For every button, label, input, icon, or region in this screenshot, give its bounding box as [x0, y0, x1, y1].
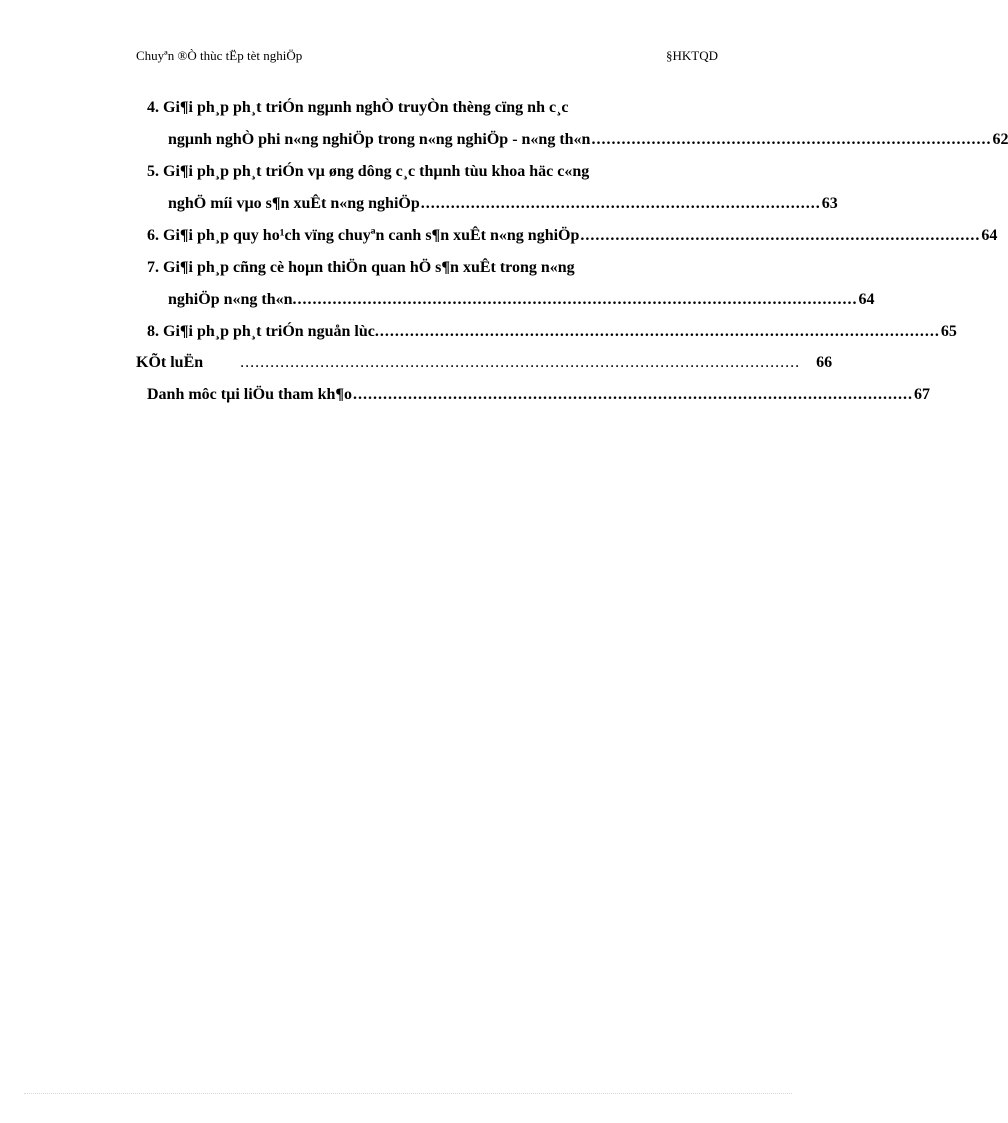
toc-item-5[interactable] — [168, 194, 838, 214]
toc-item-4[interactable] — [168, 130, 1008, 150]
toc-page-number: 63 — [821, 195, 838, 212]
toc-leader-dots: ................................................................................................................ — [379, 323, 940, 340]
toc-item-7-line2: nghiÖp n«ng th«n. — [168, 291, 297, 308]
toc-references-text: Danh môc tµi liÖu tham kh¶o — [147, 386, 352, 403]
toc-leader-dots: ................................................................................................................ — [240, 354, 801, 371]
toc-item-8-text: 8. Gi¶i ph¸p ph¸t triÓn nguån lùc. — [147, 323, 379, 340]
header-title: Chuyªn ®Ò thùc tËp tèt nghiÖp — [136, 48, 303, 63]
toc-conclusion[interactable] — [136, 353, 833, 373]
toc-leader-dots: ................................................................................ — [580, 227, 981, 244]
toc-leader-dots: ................................................................................................................ — [297, 291, 858, 308]
page-bottom-divider — [24, 1093, 792, 1094]
page-header — [0, 0, 816, 70]
toc-item-7-line1: 7. Gi¶i ph¸p cñng cè hoµn thiÖn quan hÖ s¶n xuÊt trong n«ng — [147, 259, 575, 276]
toc-item-5-line1: 5. Gi¶i ph¸p ph¸t triÓn vµ øng dông c¸c thµnh tùu khoa häc c«ng — [147, 163, 590, 180]
toc-page-number: 65 — [940, 323, 957, 340]
toc-page-number: 64 — [858, 291, 875, 308]
toc-page-number: 62 — [992, 131, 1008, 148]
toc-item-4-line1: 4. Gi¶i ph¸p ph¸t triÓn ngµnh nghÒ truyÒn thèng cïng nh c¸c — [147, 99, 569, 116]
header-institution: §HKTQD — [666, 48, 718, 63]
toc-item-5-line2: nghÖ míi vµo s¶n xuÊt n«ng nghiÖp — [168, 195, 420, 212]
toc-leader-dots: ................................................................................ — [591, 131, 992, 148]
toc-references[interactable] — [147, 385, 930, 405]
toc-page-number: 64 — [981, 227, 998, 244]
toc-page-number: 67 — [914, 386, 930, 403]
toc-item-7[interactable] — [168, 290, 875, 310]
toc-leader-dots: ................................................................................................................ — [353, 386, 913, 403]
toc-item-4-line2: ngµnh nghÒ phi n«ng nghiÖp trong n«ng nghiÖp - n«ng th«n — [168, 131, 591, 148]
toc-conclusion-text: KÕt luËn — [136, 354, 204, 371]
toc-item-8[interactable] — [147, 322, 957, 342]
toc-item-6[interactable] — [147, 226, 998, 246]
toc-leader-dots: ................................................................................ — [420, 195, 821, 212]
toc-page-number: 66 — [816, 354, 833, 371]
toc-item-6-text: 6. Gi¶i ph¸p quy ho¹ch vïng chuyªn canh s¶n xuÊt n«ng nghiÖp — [147, 227, 580, 244]
